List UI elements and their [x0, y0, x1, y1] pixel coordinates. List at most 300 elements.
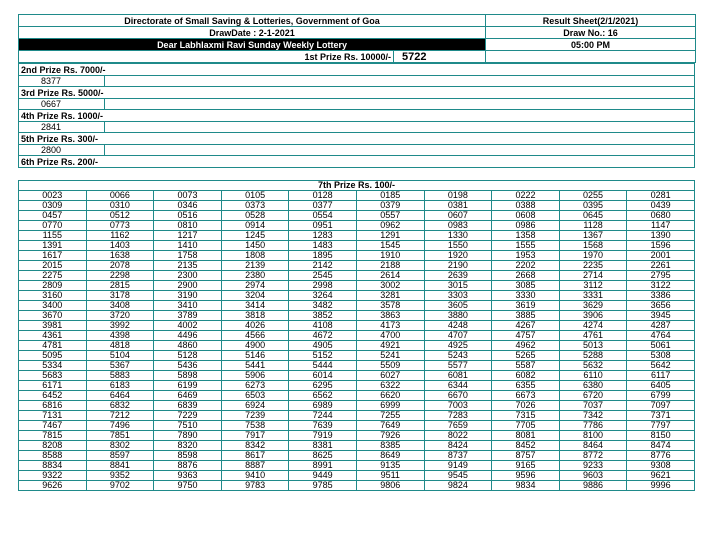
ticket-number: 7371: [627, 411, 695, 421]
table-row: [19, 371, 695, 381]
ticket-number: 2261: [627, 261, 695, 271]
ticket-number: 9596: [492, 471, 560, 481]
ticket-number: 8776: [627, 451, 695, 461]
ticket-number: 5587: [492, 361, 560, 371]
table-row: [19, 191, 695, 201]
ticket-number: 8464: [559, 441, 627, 451]
ticket-number: 6199: [154, 381, 222, 391]
empty-cell: [105, 76, 695, 87]
ticket-number: 4108: [289, 321, 357, 331]
ticket-number: 6295: [289, 381, 357, 391]
ticket-number: 8424: [424, 441, 492, 451]
ticket-number: 3178: [86, 291, 154, 301]
ticket-number: 9511: [356, 471, 424, 481]
table-row: [19, 301, 695, 311]
ticket-number: 3112: [559, 281, 627, 291]
ticket-number: 7510: [154, 421, 222, 431]
ticket-number: 8208: [19, 441, 87, 451]
ticket-number: 7255: [356, 411, 424, 421]
header-table: [18, 14, 696, 63]
ticket-number: 9363: [154, 471, 222, 481]
ticket-number: 2815: [86, 281, 154, 291]
ticket-number: 3863: [356, 311, 424, 321]
ticket-number: 3880: [424, 311, 492, 321]
ticket-number: 5104: [86, 351, 154, 361]
ticket-number: 2001: [627, 251, 695, 261]
ticket-number: 0198: [424, 191, 492, 201]
ticket-number: 5241: [356, 351, 424, 361]
ticket-number: 3720: [86, 311, 154, 321]
empty-cell: [105, 99, 695, 110]
ticket-number: 4274: [559, 321, 627, 331]
ticket-number: 3331: [559, 291, 627, 301]
ticket-number: 1920: [424, 251, 492, 261]
ticket-number: 5288: [559, 351, 627, 361]
ticket-number: 6464: [86, 391, 154, 401]
table-row: [19, 481, 695, 491]
ticket-number: 8342: [221, 441, 289, 451]
ticket-number: 2142: [289, 261, 357, 271]
ticket-number: 2135: [154, 261, 222, 271]
ticket-number: 0608: [492, 211, 560, 221]
ticket-number: 8452: [492, 441, 560, 451]
prize-label: 6th Prize Rs. 200/-: [19, 156, 695, 168]
ticket-number: 7496: [86, 421, 154, 431]
ticket-number: 3085: [492, 281, 560, 291]
ticket-number: 5898: [154, 371, 222, 381]
ticket-number: 2795: [627, 271, 695, 281]
ticket-number: 7926: [356, 431, 424, 441]
ticket-number: 8625: [289, 451, 357, 461]
ticket-number: 8991: [289, 461, 357, 471]
ticket-number: 3605: [424, 301, 492, 311]
ticket-number: 8320: [154, 441, 222, 451]
ticket-number: 6322: [356, 381, 424, 391]
ticket-number: 1390: [627, 231, 695, 241]
ticket-number: 9621: [627, 471, 695, 481]
ticket-number: 1391: [19, 241, 87, 251]
table-row: [19, 341, 695, 351]
ticket-number: 2809: [19, 281, 87, 291]
ticket-number: 3482: [289, 301, 357, 311]
ticket-number: 7315: [492, 411, 560, 421]
ticket-number: 6380: [559, 381, 627, 391]
table-row: [19, 421, 695, 431]
ticket-number: 0770: [19, 221, 87, 231]
ticket-number: 5061: [627, 341, 695, 351]
ticket-number: 6082: [492, 371, 560, 381]
ticket-number: 8887: [221, 461, 289, 471]
ticket-number: 5632: [559, 361, 627, 371]
ticket-number: 5683: [19, 371, 87, 381]
ticket-number: 5906: [221, 371, 289, 381]
ticket-number: 6355: [492, 381, 560, 391]
ticket-number: 6117: [627, 371, 695, 381]
ticket-number: 6171: [19, 381, 87, 391]
ticket-number: 5642: [627, 361, 695, 371]
ticket-number: 3789: [154, 311, 222, 321]
ticket-number: 4496: [154, 331, 222, 341]
ticket-number: 3981: [19, 321, 87, 331]
ticket-number: 9233: [559, 461, 627, 471]
table-row: [19, 471, 695, 481]
ticket-number: 7229: [154, 411, 222, 421]
ticket-number: 3386: [627, 291, 695, 301]
ticket-number: 9135: [356, 461, 424, 471]
ticket-number: 2300: [154, 271, 222, 281]
table-row: [19, 411, 695, 421]
ticket-number: 7131: [19, 411, 87, 421]
ticket-number: 0395: [559, 201, 627, 211]
table-row: [19, 381, 695, 391]
ticket-number: 0680: [627, 211, 695, 221]
ticket-number: 7917: [221, 431, 289, 441]
ticket-number: 5265: [492, 351, 560, 361]
ticket-number: 3160: [19, 291, 87, 301]
empty-cell: [486, 51, 696, 63]
ticket-number: 4925: [424, 341, 492, 351]
ticket-number: 0962: [356, 221, 424, 231]
ticket-number: 3619: [492, 301, 560, 311]
ticket-number: 1128: [559, 221, 627, 231]
prize-label: 2nd Prize Rs. 7000/-: [19, 64, 695, 76]
ticket-number: 3410: [154, 301, 222, 311]
ticket-number: 2545: [289, 271, 357, 281]
ticket-number: 7212: [86, 411, 154, 421]
ticket-number: 0373: [221, 201, 289, 211]
ticket-number: 6110: [559, 371, 627, 381]
ticket-number: 0457: [19, 211, 87, 221]
ticket-number: 8834: [19, 461, 87, 471]
ticket-number: 0951: [289, 221, 357, 231]
table-row: [19, 211, 695, 221]
ticket-number: 4962: [492, 341, 560, 351]
prize-number: 8377: [19, 76, 105, 87]
ticket-number: 1147: [627, 221, 695, 231]
ticket-number: 9149: [424, 461, 492, 471]
ticket-number: 0346: [154, 201, 222, 211]
ticket-number: 9352: [86, 471, 154, 481]
ticket-number: 8302: [86, 441, 154, 451]
ticket-number: 2139: [221, 261, 289, 271]
ticket-number: 2015: [19, 261, 87, 271]
ticket-number: 0379: [356, 201, 424, 211]
ticket-number: 3906: [559, 311, 627, 321]
ticket-number: 3992: [86, 321, 154, 331]
ticket-number: 3852: [289, 311, 357, 321]
ticket-number: 8737: [424, 451, 492, 461]
ticket-number: 4267: [492, 321, 560, 331]
ticket-number: 5441: [221, 361, 289, 371]
ticket-number: 0512: [86, 211, 154, 221]
ticket-number: 8841: [86, 461, 154, 471]
ticket-number: 1895: [289, 251, 357, 261]
ticket-number: 0773: [86, 221, 154, 231]
ticket-number: 5334: [19, 361, 87, 371]
ticket-number: 8597: [86, 451, 154, 461]
ticket-number: 4173: [356, 321, 424, 331]
ticket-number: 6469: [154, 391, 222, 401]
table-row: [19, 271, 695, 281]
ticket-number: 4860: [154, 341, 222, 351]
ticket-number: 8381: [289, 441, 357, 451]
table-row: [19, 361, 695, 371]
table-row: [19, 451, 695, 461]
ticket-number: 7705: [492, 421, 560, 431]
ticket-number: 2078: [86, 261, 154, 271]
ticket-number: 0554: [289, 211, 357, 221]
ticket-number: 8876: [154, 461, 222, 471]
ticket-number: 0309: [19, 201, 87, 211]
ticket-number: 7467: [19, 421, 87, 431]
ticket-number: 6273: [221, 381, 289, 391]
ticket-number: 2714: [559, 271, 627, 281]
ticket-number: 1155: [19, 231, 87, 241]
ticket-number: 1483: [289, 241, 357, 251]
ticket-number: 3885: [492, 311, 560, 321]
ticket-number: 7037: [559, 401, 627, 411]
ticket-number: 7244: [289, 411, 357, 421]
table-row: [19, 221, 695, 231]
ticket-number: 2614: [356, 271, 424, 281]
ticket-number: 1330: [424, 231, 492, 241]
ticket-number: 1291: [356, 231, 424, 241]
ticket-number: 8150: [627, 431, 695, 441]
ticket-number: 6720: [559, 391, 627, 401]
ticket-number: 9750: [154, 481, 222, 491]
draw-date: DrawDate : 2-1-2021: [19, 27, 486, 39]
ticket-number: 3002: [356, 281, 424, 291]
ticket-number: 1358: [492, 231, 560, 241]
ticket-number: 3190: [154, 291, 222, 301]
ticket-number: 3330: [492, 291, 560, 301]
table-row: [19, 331, 695, 341]
ticket-number: 1596: [627, 241, 695, 251]
ticket-number: 2188: [356, 261, 424, 271]
ticket-number: 9886: [559, 481, 627, 491]
ticket-number: 7659: [424, 421, 492, 431]
spacer: [18, 168, 695, 180]
ticket-number: 9626: [19, 481, 87, 491]
ticket-number: 6344: [424, 381, 492, 391]
ticket-number: 9308: [627, 461, 695, 471]
ticket-number: 1545: [356, 241, 424, 251]
ticket-number: 3408: [86, 301, 154, 311]
ticket-number: 5436: [154, 361, 222, 371]
ticket-number: 3281: [356, 291, 424, 301]
ticket-number: 0255: [559, 191, 627, 201]
first-prize-number: 5722: [394, 51, 486, 63]
ticket-number: 6670: [424, 391, 492, 401]
ticket-number: 6924: [221, 401, 289, 411]
ticket-number: 3818: [221, 311, 289, 321]
table-row: [19, 311, 695, 321]
ticket-number: 4026: [221, 321, 289, 331]
ticket-number: 5013: [559, 341, 627, 351]
ticket-number: 4248: [424, 321, 492, 331]
prize-label: 3rd Prize Rs. 5000/-: [19, 87, 695, 99]
ticket-number: 0066: [86, 191, 154, 201]
table-row: [19, 391, 695, 401]
ticket-number: 3264: [289, 291, 357, 301]
ticket-number: 0439: [627, 201, 695, 211]
ticket-number: 4905: [289, 341, 357, 351]
ticket-number: 0516: [154, 211, 222, 221]
ticket-number: 0557: [356, 211, 424, 221]
ticket-number: 0073: [154, 191, 222, 201]
ticket-number: 6832: [86, 401, 154, 411]
ticket-number: 4707: [424, 331, 492, 341]
ticket-number: 6816: [19, 401, 87, 411]
ticket-number: 2639: [424, 271, 492, 281]
empty-cell: [105, 122, 695, 133]
ticket-number: 7003: [424, 401, 492, 411]
ticket-number: 6799: [627, 391, 695, 401]
ticket-number: 1758: [154, 251, 222, 261]
ticket-number: 7786: [559, 421, 627, 431]
seventh-prize-label: 7th Prize Rs. 100/-: [19, 181, 695, 191]
ticket-number: 2190: [424, 261, 492, 271]
ticket-number: 9165: [492, 461, 560, 471]
ticket-number: 2900: [154, 281, 222, 291]
ticket-number: 8772: [559, 451, 627, 461]
ticket-number: 5146: [221, 351, 289, 361]
ticket-number: 1808: [221, 251, 289, 261]
ticket-number: 1403: [86, 241, 154, 251]
ticket-number: 7342: [559, 411, 627, 421]
ticket-number: 6014: [289, 371, 357, 381]
ticket-number: 7890: [154, 431, 222, 441]
ticket-number: 2202: [492, 261, 560, 271]
ticket-number: 7283: [424, 411, 492, 421]
ticket-number: 0310: [86, 201, 154, 211]
ticket-number: 6183: [86, 381, 154, 391]
table-row: [19, 441, 695, 451]
ticket-number: 8081: [492, 431, 560, 441]
ticket-number: 6503: [221, 391, 289, 401]
ticket-number: 8598: [154, 451, 222, 461]
table-row: [19, 261, 695, 271]
ticket-number: 6562: [289, 391, 357, 401]
ticket-number: 6989: [289, 401, 357, 411]
ticket-number: 1953: [492, 251, 560, 261]
ticket-number: 4764: [627, 331, 695, 341]
ticket-number: 0914: [221, 221, 289, 231]
table-row: [19, 231, 695, 241]
ticket-number: 2668: [492, 271, 560, 281]
ticket-number: 9996: [627, 481, 695, 491]
ticket-number: 7851: [86, 431, 154, 441]
ticket-number: 9410: [221, 471, 289, 481]
ticket-number: 5152: [289, 351, 357, 361]
ticket-number: 4287: [627, 321, 695, 331]
ticket-number: 6839: [154, 401, 222, 411]
table-row: [19, 461, 695, 471]
draw-time: 05:00 PM: [486, 39, 696, 51]
ticket-number: 4002: [154, 321, 222, 331]
ticket-number: 4781: [19, 341, 87, 351]
ticket-number: 3414: [221, 301, 289, 311]
ticket-number: 0388: [492, 201, 560, 211]
directorate-title: Directorate of Small Saving & Lotteries, Government of Goa: [19, 15, 486, 27]
ticket-number: 4761: [559, 331, 627, 341]
ticket-number: 4672: [289, 331, 357, 341]
ticket-number: 4398: [86, 331, 154, 341]
ticket-number: 7649: [356, 421, 424, 431]
ticket-number: 4921: [356, 341, 424, 351]
ticket-number: 8757: [492, 451, 560, 461]
table-row: [19, 251, 695, 261]
draw-number: Draw No.: 16: [486, 27, 696, 39]
lottery-name: Dear Labhlaxmi Ravi Sunday Weekly Lottery: [19, 39, 486, 51]
ticket-number: 0810: [154, 221, 222, 231]
ticket-number: 1550: [424, 241, 492, 251]
ticket-number: 1410: [154, 241, 222, 251]
ticket-number: 9824: [424, 481, 492, 491]
ticket-number: 7797: [627, 421, 695, 431]
ticket-number: 7919: [289, 431, 357, 441]
ticket-number: 4818: [86, 341, 154, 351]
ticket-number: 3303: [424, 291, 492, 301]
ticket-number: 2275: [19, 271, 87, 281]
empty-cell: [105, 145, 695, 156]
ticket-number: 1450: [221, 241, 289, 251]
ticket-number: 0023: [19, 191, 87, 201]
ticket-number: 1162: [86, 231, 154, 241]
ticket-number: 4900: [221, 341, 289, 351]
ticket-number: 9702: [86, 481, 154, 491]
ticket-number: 2998: [289, 281, 357, 291]
ticket-number: 8385: [356, 441, 424, 451]
ticket-number: 7097: [627, 401, 695, 411]
ticket-number: 9834: [492, 481, 560, 491]
table-row: [19, 431, 695, 441]
ticket-number: 5509: [356, 361, 424, 371]
ticket-number: 0607: [424, 211, 492, 221]
prize-number: 0667: [19, 99, 105, 110]
ticket-number: 3670: [19, 311, 87, 321]
ticket-number: 4361: [19, 331, 87, 341]
ticket-number: 4566: [221, 331, 289, 341]
ticket-number: 0645: [559, 211, 627, 221]
ticket-number: 0105: [221, 191, 289, 201]
table-row: [19, 201, 695, 211]
ticket-number: 0983: [424, 221, 492, 231]
ticket-number: 1638: [86, 251, 154, 261]
ticket-number: 3629: [559, 301, 627, 311]
ticket-number: 5308: [627, 351, 695, 361]
ticket-number: 1245: [221, 231, 289, 241]
ticket-number: 6999: [356, 401, 424, 411]
table-row: [19, 241, 695, 251]
ticket-number: 6027: [356, 371, 424, 381]
ticket-number: 1367: [559, 231, 627, 241]
ticket-number: 1568: [559, 241, 627, 251]
ticket-number: 7026: [492, 401, 560, 411]
first-prize-label: 1st Prize Rs. 10000/-: [19, 51, 394, 63]
ticket-number: 0185: [356, 191, 424, 201]
prize-label: 5th Prize Rs. 300/-: [19, 133, 695, 145]
ticket-number: 5367: [86, 361, 154, 371]
ticket-number: 8649: [356, 451, 424, 461]
ticket-number: 9806: [356, 481, 424, 491]
ticket-number: 6081: [424, 371, 492, 381]
ticket-number: 4757: [492, 331, 560, 341]
table-row: [19, 291, 695, 301]
ticket-number: 0377: [289, 201, 357, 211]
ticket-number: 2298: [86, 271, 154, 281]
ticket-number: 3122: [627, 281, 695, 291]
